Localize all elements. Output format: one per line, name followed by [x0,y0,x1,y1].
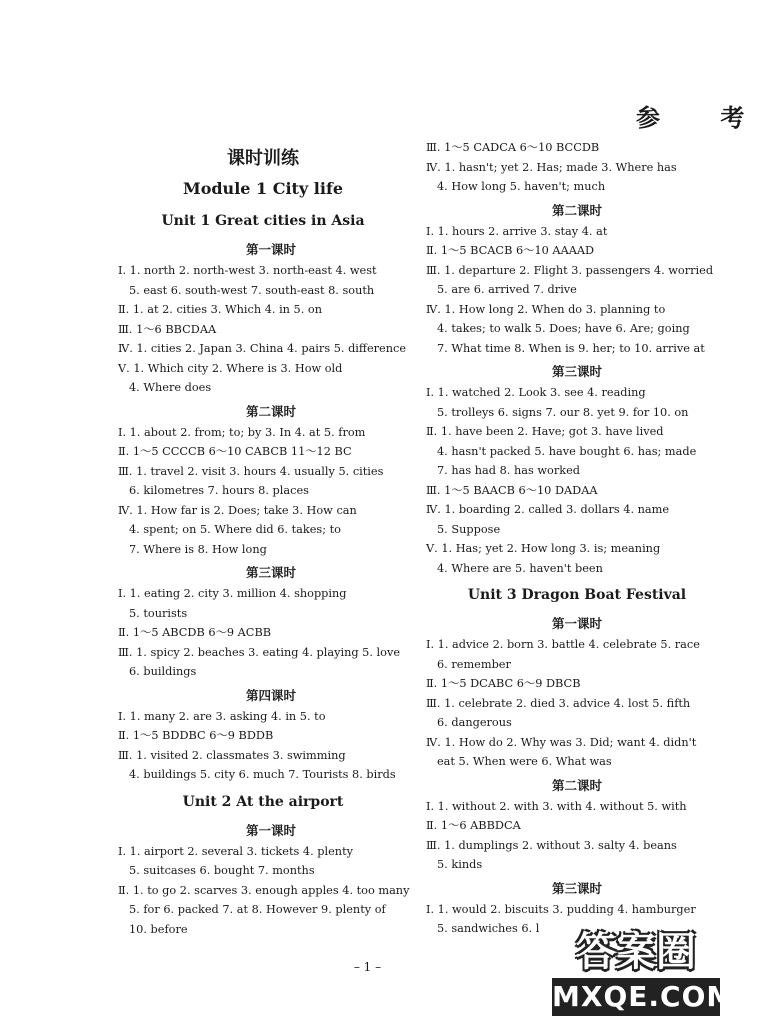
answer-row: Ⅴ. 1. Which city 2. Where is 3. How old [118,361,343,375]
answer-row: 5. trolleys 6. signs 7. our 8. yet 9. for 10. on [437,405,689,419]
answer-row: Ⅲ. 1. spicy 2. beaches 3. eating 4. playing 5. love [118,645,401,659]
unit-1-lesson-3-title: 第三课时 [245,565,296,580]
answer-row: Ⅰ. 1. without 2. with 3. with 4. without 5. with [426,799,687,813]
answer-row: Ⅱ. 1. have been 2. Have; got 3. have lived [426,425,664,438]
section-title: 课时训练 [227,148,299,169]
watermark-top-text: 答案圈 [576,929,696,975]
answer-row: 10. before [129,922,188,936]
answer-row: Ⅰ. 1. north 2. north-west 3. north-east 4. west [118,264,377,277]
answer-row: Ⅱ. 1～5 BCACB 6～10 AAAAD [426,244,595,257]
answer-row: Ⅰ. 1. watched 2. Look 3. see 4. reading [426,386,646,399]
answer-row: 4. hasn't packed 5. have bought 6. has; made [437,444,697,458]
answer-row: 4. takes; to walk 5. Does; have 6. Are; going [437,322,690,335]
answer-row: Ⅰ. 1. about 2. from; to; by 3. In 4. at 5. from [118,425,366,439]
unit-1-title: Unit 1 Great cities in Asia [161,213,365,229]
unit-1-lesson-2-title: 第二课时 [245,403,296,419]
unit-2-title: Unit 2 At the airport [182,793,344,810]
answer-row: Ⅰ. 1. airport 2. several 3. tickets 4. plenty [118,844,353,858]
unit-3-title: Unit 3 Dragon Boat Festival [467,587,687,603]
answer-row: Ⅲ. 1. travel 2. visit 3. hours 4. usually 5. cities [118,464,384,478]
answer-row: Ⅲ. 1. dumplings 2. without 3. salty 4. beans [426,838,677,852]
answer-row: Ⅴ. 1. Has; yet 2. How long 3. is; meaning [426,542,661,555]
answer-row: Ⅰ. 1. would 2. biscuits 3. pudding 4. hamburger [426,902,696,916]
site-watermark-logo [548,928,736,1020]
page-number: – 1 – [353,960,382,974]
answer-row: Ⅲ. 1～6 BBCDAA [118,322,217,336]
corner-title: 参 考 [636,103,770,132]
answer-row: 5. tourists [129,606,188,620]
answer-row: Ⅳ. 1. hasn't; yet 2. Has; made 3. Where has [426,160,677,174]
answer-row: Ⅰ. 1. hours 2. arrive 3. stay 4. at [426,224,608,238]
answer-row: Ⅰ. 1. advice 2. born 3. battle 4. celebrate 5. race [426,638,700,651]
answer-row: Ⅱ. 1. to go 2. scarves 3. enough apples 4. too many [118,883,410,897]
unit-2-lesson-2-title: 第二课时 [551,202,602,218]
answer-row: 4. Where does [129,381,212,394]
answer-row: 4. buildings 5. city 6. much 7. Tourists 8. birds [129,768,396,781]
answer-row: Ⅳ. 1. cities 2. Japan 3. China 4. pairs 5. difference [118,342,407,355]
answer-row: 7. Where is 8. How long [129,542,267,556]
answer-row: 7. What time 8. When is 9. her; to 10. arrive at [437,341,705,355]
answer-row: Ⅳ. 1. How far is 2. Does; take 3. How can [118,503,357,517]
answer-row: Ⅳ. 1. How long 2. When do 3. planning to [426,302,666,316]
left-column [118,138,408,939]
right-column [426,138,728,939]
unit-3-lesson-1-title: 第一课时 [551,616,602,631]
answer-row: Ⅰ. 1. eating 2. city 3. million 4. shopping [118,587,347,600]
answer-row: 5. for 6. packed 7. at 8. However 9. plenty of [129,903,386,916]
unit-3-lesson-2-title: 第二课时 [551,777,602,793]
answer-row: 4. spent; on 5. Where did 6. takes; to [129,523,341,536]
answer-row: Ⅱ. 1～5 CCCCB 6～10 CABCB 11～12 BC [118,445,352,458]
answer-row: Ⅲ. 1. visited 2. classmates 3. swimming [118,748,346,762]
unit-2-lesson-1-title: 第一课时 [245,822,296,838]
answer-row: 6. dangerous [437,716,512,729]
answer-row: Ⅲ. 1. departure 2. Flight 3. passengers 4. worried [426,263,714,277]
unit-3-lesson-3-title: 第三课时 [551,880,602,896]
answer-row: Ⅱ. 1. at 2. cities 3. Which 4. in 5. on [118,303,322,316]
unit-1-lesson-1-title: 第一课时 [245,242,296,257]
unit-1-lesson-4-title: 第四课时 [245,687,296,703]
watermark-bottom-text: MXQE.COM [552,978,720,1016]
answer-row: 4. Where are 5. haven't been [437,561,603,575]
answer-row: eat 5. When were 6. What was [437,755,612,768]
answer-row: 5. suitcases 6. bought 7. months [129,864,315,877]
answer-row: 5. kinds [437,858,483,871]
answer-row: 5. sandwiches 6. l [437,922,540,935]
answer-row: Ⅱ. 1～6 ABBDCA [426,819,521,832]
answer-row: 4. How long 5. haven't; much [437,180,606,193]
answer-row: Ⅱ. 1～5 DCABC 6～9 DBCB [426,677,581,690]
answer-row: 5. east 6. south-west 7. south-east 8. south [129,283,375,297]
answer-row: 5. Suppose [437,522,501,536]
answer-row: 6. buildings [129,665,197,678]
answer-row: Ⅲ. 1～5 BAACB 6～10 DADAA [426,483,598,497]
answer-row: Ⅱ. 1～5 ABCDB 6～9 ACBB [118,626,272,639]
answer-row: 5. are 6. arrived 7. drive [437,283,577,296]
unit-2-lesson-3-title: 第三课时 [551,364,602,379]
answer-row: Ⅳ. 1. How do 2. Why was 3. Did; want 4. didn't [426,735,697,749]
answer-row: 6. remember [437,657,511,671]
answer-row: 6. kilometres 7. hours 8. places [129,484,309,497]
answer-row: 7. has had 8. has worked [437,464,581,477]
answer-row: Ⅲ. 1. celebrate 2. died 3. advice 4. lost 5. fifth [426,696,691,710]
module-title: Module 1 City life [182,179,344,198]
answer-row: Ⅰ. 1. many 2. are 3. asking 4. in 5. to [118,709,326,723]
answer-row: Ⅲ. 1～5 CADCA 6～10 BCCDB [426,141,600,154]
answer-row: Ⅱ. 1～5 BDDBC 6～9 BDDB [118,729,274,742]
answer-row: Ⅳ. 1. boarding 2. called 3. dollars 4. name [426,503,670,516]
